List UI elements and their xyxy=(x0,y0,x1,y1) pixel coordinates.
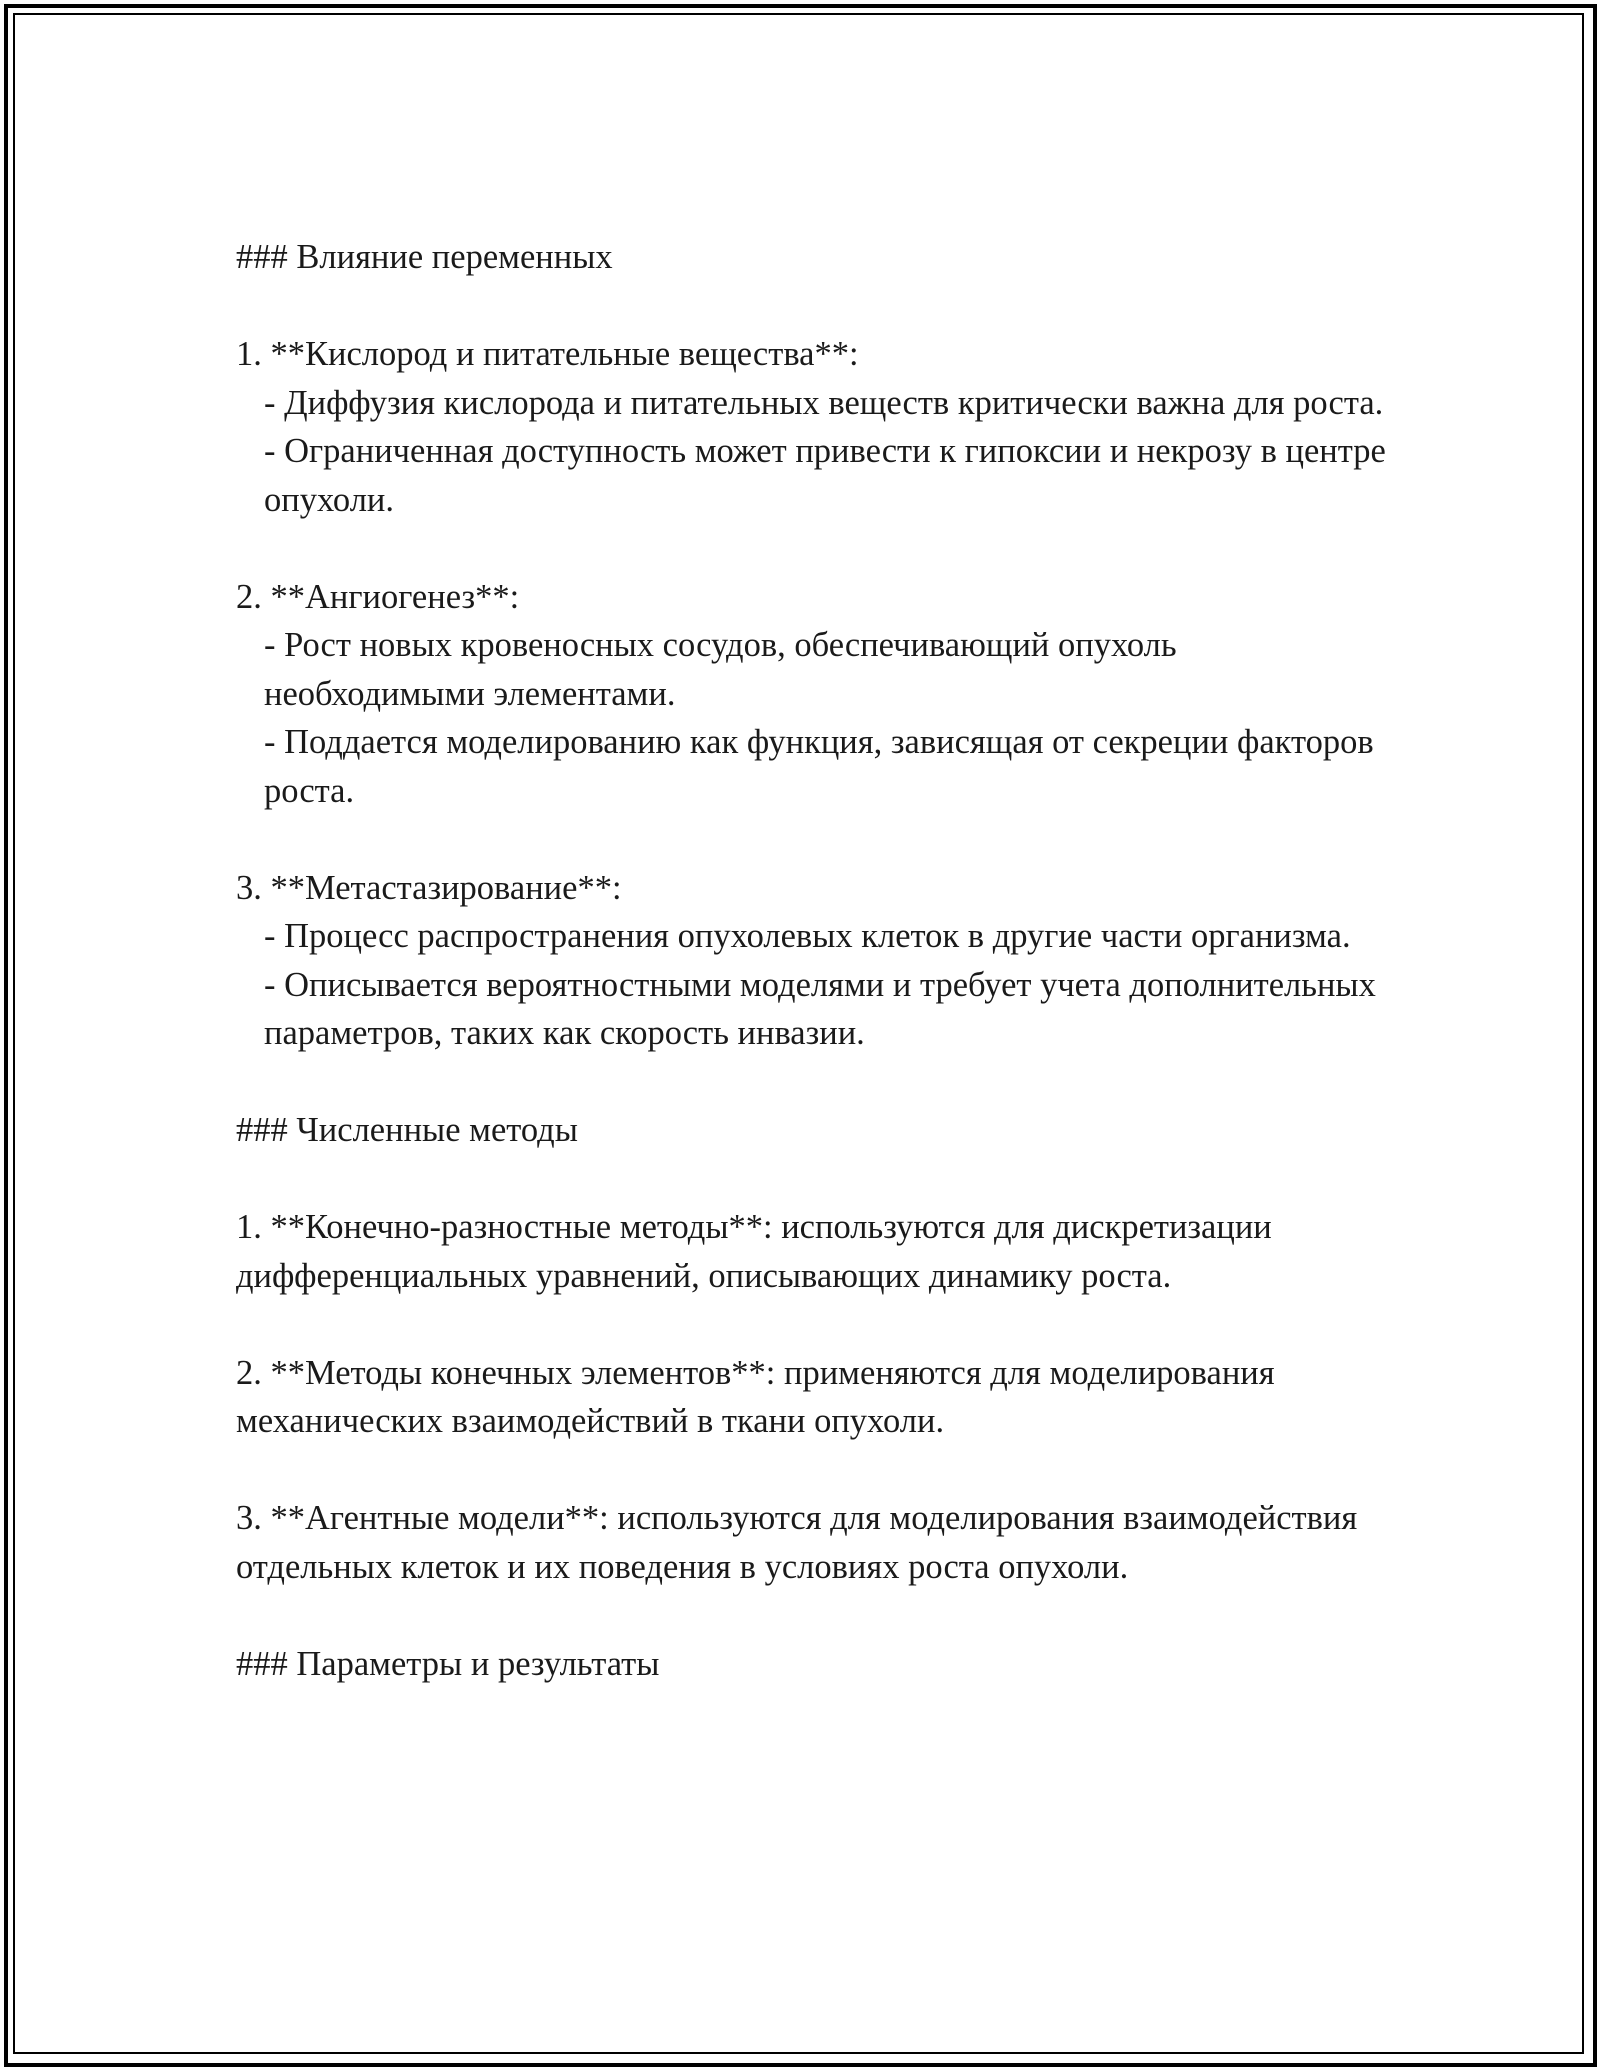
paragraph-gap xyxy=(236,524,1386,573)
paragraph-gap xyxy=(236,1300,1386,1349)
paragraph-gap xyxy=(236,815,1386,864)
paragraph-gap xyxy=(236,1446,1386,1495)
sub-list-item: - Ограниченная доступность может привести к гипоксии и некрозу в центре опухоли. xyxy=(264,432,1395,519)
sub-list-item: - Рост новых кровеносных сосудов, обеспечивающий опухоль необходимыми элементами. xyxy=(264,626,1186,713)
sub-list-item: - Описывается вероятностными моделями и требует учета дополнительных параметров, таких как скорость инвазии. xyxy=(264,965,1385,1052)
list-item: 3. **Агентные модели**: используются для моделирования взаимодействия отдельных клеток и их поведения в условиях роста опухоли. xyxy=(236,1499,1366,1586)
list-item: 1. **Конечно-разностные методы**: используются для дискретизации дифференциальных уравнений, описывающих динамику роста. xyxy=(236,1208,1281,1295)
sub-list-item: - Диффузия кислорода и питательных веществ критически важна для роста. xyxy=(264,383,1384,422)
sub-list-item: - Поддается моделированию как функция, зависящая от секреции факторов роста. xyxy=(264,723,1383,810)
paragraph-gap xyxy=(236,282,1386,331)
section-heading: ### Численные методы xyxy=(236,1111,578,1149)
section-heading: ### Параметры и результаты xyxy=(236,1644,660,1683)
list-item: 3. **Метастазирование**: xyxy=(236,868,622,907)
section-heading: ### Влияние переменных xyxy=(236,238,613,276)
list-item: 2. **Методы конечных элементов**: применяются для моделирования механических взаимодействий в ткани опухоли. xyxy=(236,1353,1284,1440)
list-item: 1. **Кислород и питательные вещества**: xyxy=(236,335,859,373)
paragraph-gap xyxy=(236,1058,1386,1107)
document-body xyxy=(236,233,1395,1688)
paragraph-gap xyxy=(236,1155,1386,1204)
sub-list-item: - Процесс распространения опухолевых клеток в другие части организма. xyxy=(264,917,1351,955)
paragraph-gap xyxy=(236,1591,1386,1640)
list-item: 2. **Ангиогенез**: xyxy=(236,577,520,616)
